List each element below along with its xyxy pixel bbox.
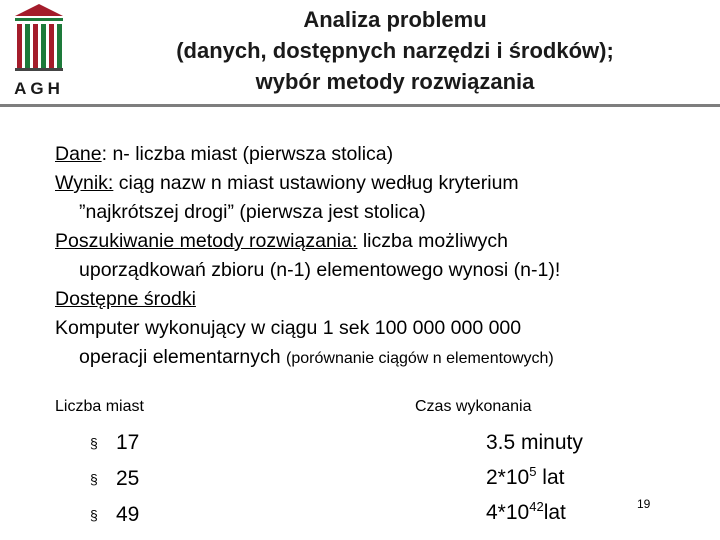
time-unit: lat: [543, 501, 566, 524]
srodki-label: Dostępne środki: [55, 288, 196, 310]
operacji-note: (porównanie ciągów n elementowych): [286, 350, 554, 367]
list-item: [90, 425, 139, 461]
dane-line: [55, 140, 705, 169]
title-line-1: Analiza problemu: [303, 7, 487, 32]
time-unit: lat: [536, 466, 565, 489]
komputer-line: Komputer wykonujący w ciągu 1 sek 100 000 000 000: [55, 317, 522, 339]
time-row: [486, 425, 583, 460]
time-row: [486, 460, 583, 495]
poszukiwanie-label: Poszukiwanie metody rozwiązania:: [55, 230, 358, 252]
title-line-2: (danych, dostępnych narzędzi i środków);: [176, 38, 614, 63]
col-header-time: Czas wykonania: [415, 398, 532, 415]
list-item: [90, 461, 139, 497]
col-header-cities: Liczba miast: [55, 398, 144, 415]
title-divider: [0, 104, 720, 107]
time-row: [486, 495, 583, 530]
dane-label: Dane: [55, 143, 102, 165]
dane-text: : n- liczba miast (pierwsza stolica): [101, 143, 394, 165]
bullet-icon: §: [90, 506, 98, 523]
time-exponent: 5: [529, 464, 537, 479]
cities-list: [90, 425, 139, 533]
slide-body: [55, 140, 705, 373]
times-list: [486, 425, 583, 530]
agh-logo: [8, 2, 70, 100]
time-base: 4*10: [486, 501, 530, 524]
bullet-icon: §: [90, 434, 98, 451]
city-count: 25: [116, 466, 140, 490]
wynik-text: ciąg nazw n miast ustawiony według kryterium: [113, 172, 519, 194]
page-number: 19: [637, 497, 651, 511]
slide-title: [95, 4, 695, 97]
list-item: [90, 497, 139, 533]
operacji-text: operacji elementarnych: [79, 346, 287, 368]
agh-logo-text: AGH: [14, 79, 64, 98]
time-value: 3.5 minuty: [486, 431, 583, 454]
operacji-line: [55, 343, 705, 373]
time-base: 2*10: [486, 466, 530, 489]
city-count: 17: [116, 431, 140, 454]
poszukiwanie-continuation: uporządkowań zbioru (n-1) elementowego wynosi (n-1)!: [79, 259, 561, 281]
title-line-3: wybór metody rozwiązania: [255, 69, 535, 94]
poszukiwanie-line: [55, 227, 705, 256]
agh-emblem-icon: [15, 4, 63, 71]
srodki-line: [55, 285, 705, 314]
wynik-continuation: ”najkrótszej drogi” (pierwsza jest stolica): [79, 201, 426, 223]
wynik-line: [55, 169, 705, 198]
time-exponent: 42: [529, 499, 544, 514]
wynik-label: Wynik:: [55, 172, 114, 194]
city-count: 49: [116, 502, 140, 526]
bullet-icon: §: [90, 470, 98, 487]
poszukiwanie-text: liczba możliwych: [357, 230, 509, 252]
